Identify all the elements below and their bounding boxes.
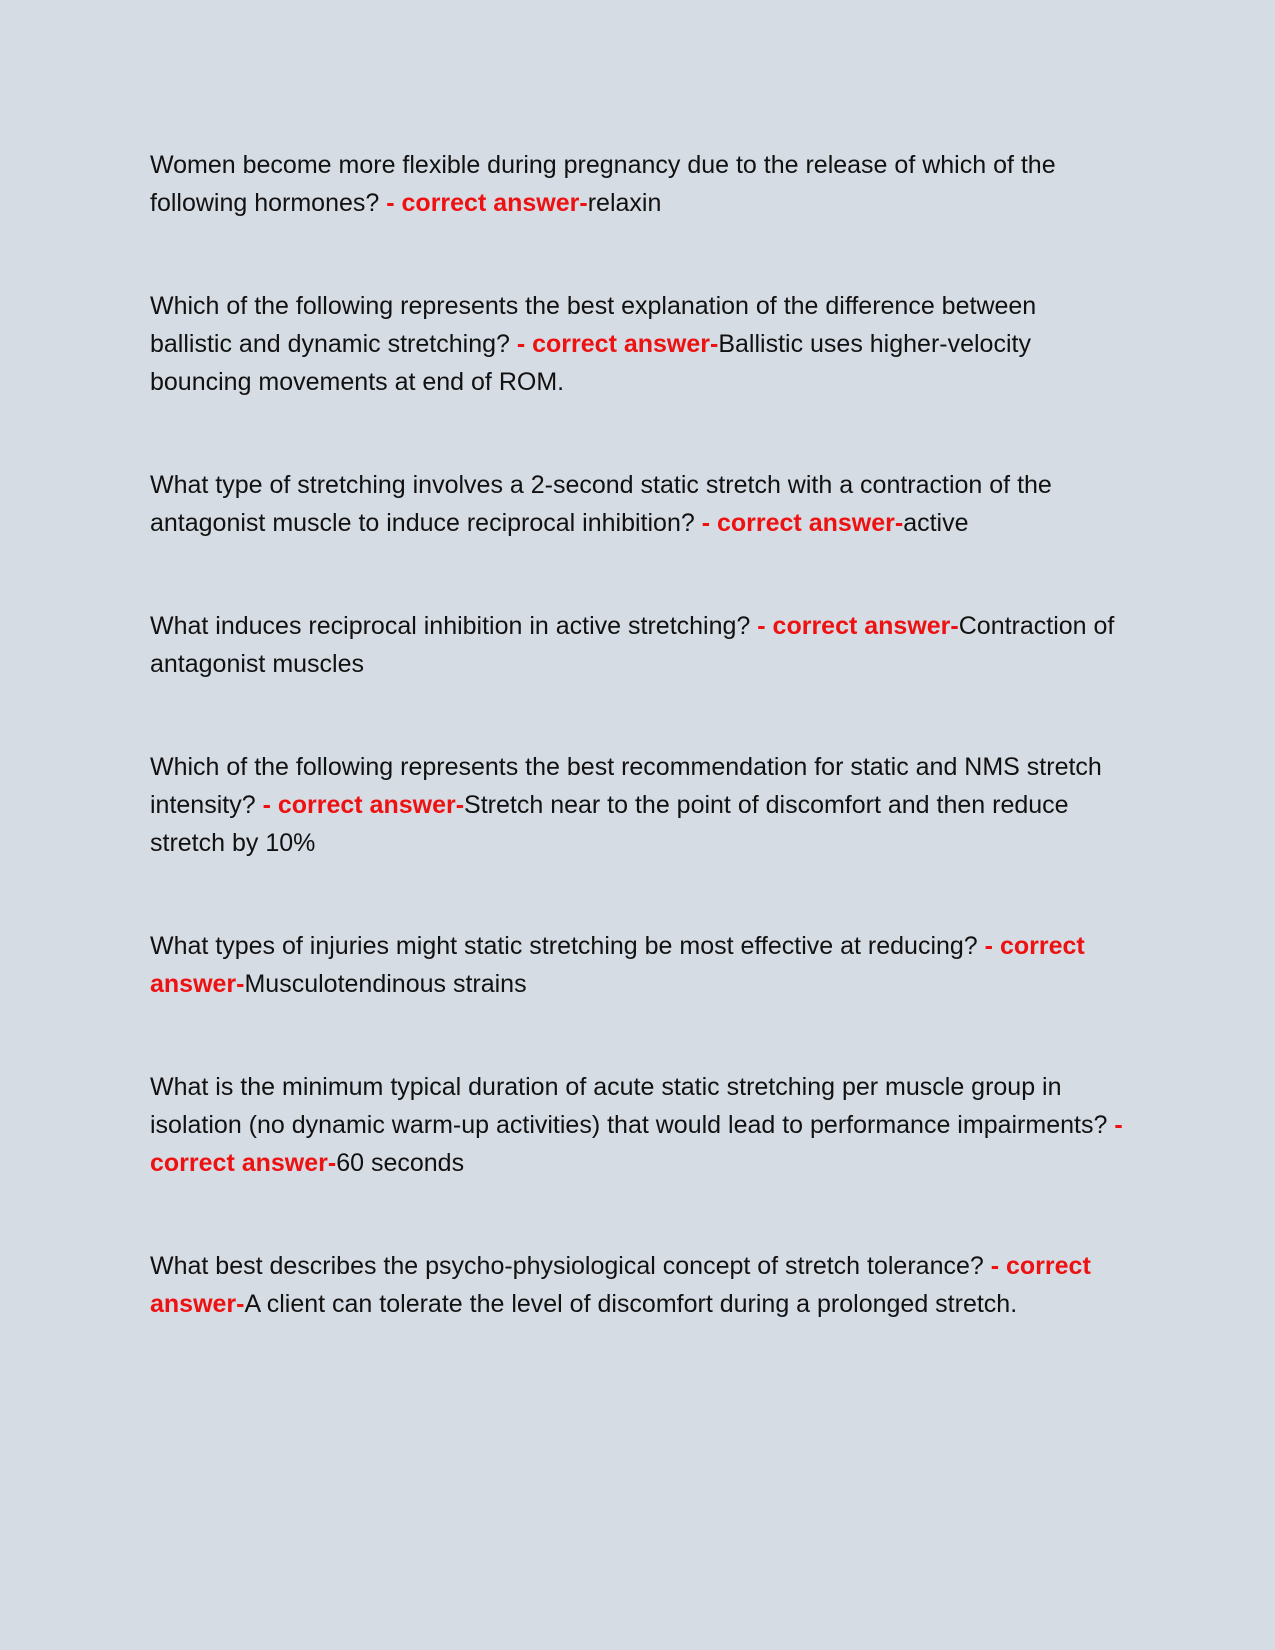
question-text: Which of the following represents the best recommendation for static and NMS stretch intensity?: [150, 753, 1102, 819]
qa-item: [150, 1247, 1125, 1323]
qa-item: [150, 146, 1125, 222]
answer-marker: - correct answer-: [386, 189, 588, 217]
qa-list: [150, 146, 1125, 1323]
answer-text: Stretch near to the point of discomfort and then reduce stretch by 10%: [150, 791, 1069, 857]
answer-marker: - correct answer-: [701, 509, 904, 537]
answer-text: Musculotendinous strains: [244, 970, 527, 998]
answer-marker: - correct answer-: [150, 1111, 1123, 1177]
qa-item: [150, 466, 1125, 542]
answer-text: Contraction of antagonist muscles: [150, 612, 1115, 678]
answer-text: relaxin: [587, 189, 662, 217]
question-text: What induces reciprocal inhibition in active stretching?: [150, 612, 751, 640]
question-text: What type of stretching involves a 2-second static stretch with a contraction of the antagonist muscle to induce reciprocal inhibition?: [150, 471, 1052, 537]
question-text: Which of the following represents the best explanation of the difference between ballistic and dynamic stretching?: [150, 292, 1037, 358]
qa-item: [150, 927, 1125, 1003]
answer-marker: - correct answer-: [262, 791, 465, 819]
qa-item: [150, 287, 1125, 401]
answer-text: A client can tolerate the level of discomfort during a prolonged stretch.: [244, 1290, 1018, 1318]
answer-text: Ballistic uses higher-velocity bouncing movements at end of ROM.: [150, 330, 1031, 396]
answer-marker: - correct answer-: [757, 612, 959, 640]
answer-marker: - correct answer-: [150, 1252, 1091, 1318]
qa-item: [150, 748, 1125, 862]
question-text: What best describes the psycho-physiological concept of stretch tolerance?: [150, 1252, 984, 1280]
qa-item: [150, 1068, 1125, 1182]
qa-item: [150, 607, 1125, 683]
question-text: What is the minimum typical duration of acute static stretching per muscle group in isolation (no dynamic warm-up activities) that would lead to performance impairments?: [150, 1073, 1108, 1139]
question-text: What types of injuries might static stretching be most effective at reducing?: [150, 932, 978, 960]
answer-marker: - correct answer-: [516, 330, 719, 358]
answer-marker: - correct answer-: [150, 932, 1085, 998]
question-text: Women become more flexible during pregnancy due to the release of which of the following hormones?: [150, 151, 1056, 217]
answer-text: active: [903, 509, 969, 537]
answer-text: 60 seconds: [336, 1149, 465, 1177]
